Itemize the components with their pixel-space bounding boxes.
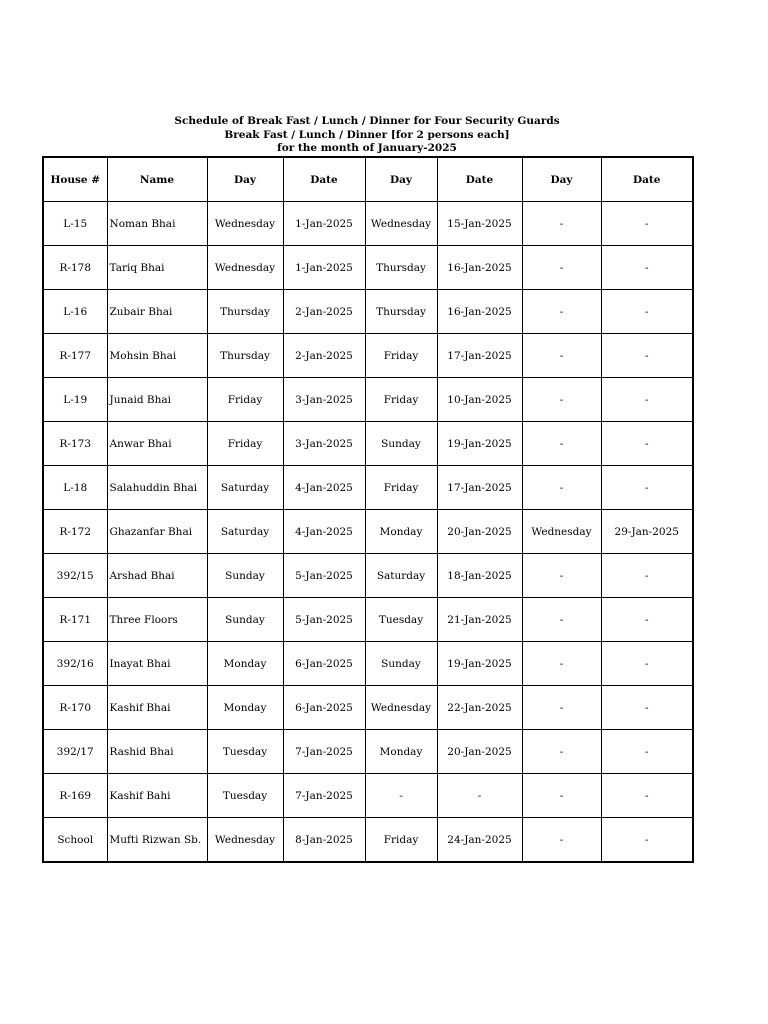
cell-date-1: 3-Jan-2025: [283, 422, 365, 466]
cell-day-1: Tuesday: [207, 730, 283, 774]
cell-day-2: Friday: [365, 818, 437, 863]
cell-date-3: -: [601, 334, 693, 378]
cell-day-2: Monday: [365, 730, 437, 774]
cell-day-3: -: [522, 686, 601, 730]
cell-day-3: -: [522, 642, 601, 686]
header-name: Name: [107, 157, 207, 202]
header-row: [43, 157, 693, 202]
table-row: [43, 554, 693, 598]
cell-day-1: Thursday: [207, 290, 283, 334]
cell-day-2: Tuesday: [365, 598, 437, 642]
table-row: [43, 422, 693, 466]
cell-date-2: 15-Jan-2025: [437, 202, 522, 246]
cell-date-2: 24-Jan-2025: [437, 818, 522, 863]
cell-name: Noman Bhai: [107, 202, 207, 246]
cell-name: Arshad Bhai: [107, 554, 207, 598]
cell-day-3: -: [522, 378, 601, 422]
cell-date-1: 7-Jan-2025: [283, 730, 365, 774]
cell-date-3: -: [601, 642, 693, 686]
cell-date-2: 18-Jan-2025: [437, 554, 522, 598]
cell-date-2: 17-Jan-2025: [437, 466, 522, 510]
cell-day-2: Friday: [365, 466, 437, 510]
document-title-block: [42, 115, 692, 156]
cell-house: R-177: [43, 334, 107, 378]
table-row: [43, 642, 693, 686]
cell-house: R-169: [43, 774, 107, 818]
cell-name: Rashid Bhai: [107, 730, 207, 774]
cell-day-1: Sunday: [207, 598, 283, 642]
cell-day-1: Monday: [207, 686, 283, 730]
table-row: [43, 334, 693, 378]
cell-house: L-18: [43, 466, 107, 510]
header-house: House #: [43, 157, 107, 202]
table-row: [43, 378, 693, 422]
cell-date-3: -: [601, 598, 693, 642]
cell-day-1: Friday: [207, 422, 283, 466]
cell-name: Mufti Rizwan Sb.: [107, 818, 207, 863]
cell-house: L-19: [43, 378, 107, 422]
cell-date-3: -: [601, 202, 693, 246]
cell-day-1: Sunday: [207, 554, 283, 598]
cell-date-1: 5-Jan-2025: [283, 554, 365, 598]
cell-day-2: Saturday: [365, 554, 437, 598]
cell-date-1: 7-Jan-2025: [283, 774, 365, 818]
cell-date-2: 16-Jan-2025: [437, 290, 522, 334]
cell-date-1: 1-Jan-2025: [283, 246, 365, 290]
cell-date-2: 10-Jan-2025: [437, 378, 522, 422]
table-row: [43, 290, 693, 334]
cell-day-3: -: [522, 290, 601, 334]
cell-date-1: 2-Jan-2025: [283, 290, 365, 334]
cell-day-2: Friday: [365, 334, 437, 378]
table-row: [43, 818, 693, 863]
cell-day-3: -: [522, 730, 601, 774]
cell-day-3: -: [522, 334, 601, 378]
cell-name: Mohsin Bhai: [107, 334, 207, 378]
cell-day-1: Wednesday: [207, 202, 283, 246]
cell-date-1: 4-Jan-2025: [283, 466, 365, 510]
cell-date-2: 22-Jan-2025: [437, 686, 522, 730]
cell-day-1: Saturday: [207, 466, 283, 510]
cell-date-1: 1-Jan-2025: [283, 202, 365, 246]
header-day-2: Day: [365, 157, 437, 202]
cell-name: Junaid Bhai: [107, 378, 207, 422]
cell-day-2: Sunday: [365, 642, 437, 686]
header-day-3: Day: [522, 157, 601, 202]
cell-date-3: -: [601, 466, 693, 510]
cell-day-2: Wednesday: [365, 202, 437, 246]
cell-day-1: Friday: [207, 378, 283, 422]
cell-day-2: Monday: [365, 510, 437, 554]
cell-house: R-173: [43, 422, 107, 466]
cell-house: R-178: [43, 246, 107, 290]
cell-date-3: -: [601, 730, 693, 774]
cell-day-1: Wednesday: [207, 818, 283, 863]
document-subtitle: Break Fast / Lunch / Dinner [for 2 persons each]: [224, 128, 510, 141]
cell-day-3: -: [522, 554, 601, 598]
cell-day-1: Saturday: [207, 510, 283, 554]
cell-date-3: -: [601, 774, 693, 818]
cell-day-2: Friday: [365, 378, 437, 422]
cell-name: Inayat Bhai: [107, 642, 207, 686]
cell-date-1: 5-Jan-2025: [283, 598, 365, 642]
cell-name: Anwar Bhai: [107, 422, 207, 466]
cell-day-3: -: [522, 598, 601, 642]
cell-date-3: -: [601, 378, 693, 422]
cell-date-2: 20-Jan-2025: [437, 510, 522, 554]
cell-date-1: 3-Jan-2025: [283, 378, 365, 422]
cell-date-2: 17-Jan-2025: [437, 334, 522, 378]
table-row: [43, 598, 693, 642]
cell-date-2: 21-Jan-2025: [437, 598, 522, 642]
cell-name: Tariq Bhai: [107, 246, 207, 290]
cell-date-3: -: [601, 686, 693, 730]
cell-name: Zubair Bhai: [107, 290, 207, 334]
cell-day-2: Sunday: [365, 422, 437, 466]
cell-day-2: Wednesday: [365, 686, 437, 730]
document-title: Schedule of Break Fast / Lunch / Dinner for Four Security Guards: [174, 115, 560, 127]
cell-name: Kashif Bahi: [107, 774, 207, 818]
cell-house: L-16: [43, 290, 107, 334]
document-period: for the month of January-2025: [277, 142, 457, 154]
cell-day-3: -: [522, 818, 601, 863]
cell-house: 392/15: [43, 554, 107, 598]
table-row: [43, 510, 693, 554]
cell-date-1: 8-Jan-2025: [283, 818, 365, 863]
schedule-table: [42, 156, 694, 863]
cell-house: R-172: [43, 510, 107, 554]
cell-day-3: -: [522, 246, 601, 290]
cell-day-1: Monday: [207, 642, 283, 686]
cell-date-3: -: [601, 246, 693, 290]
cell-day-2: Thursday: [365, 290, 437, 334]
cell-day-2: Thursday: [365, 246, 437, 290]
cell-day-3: -: [522, 202, 601, 246]
cell-date-1: 6-Jan-2025: [283, 686, 365, 730]
table-row: [43, 686, 693, 730]
table-row: [43, 202, 693, 246]
cell-day-3: -: [522, 466, 601, 510]
cell-date-2: 19-Jan-2025: [437, 422, 522, 466]
schedule-body: [43, 202, 693, 863]
cell-date-3: -: [601, 422, 693, 466]
cell-date-3: -: [601, 290, 693, 334]
cell-day-3: -: [522, 422, 601, 466]
cell-date-2: 19-Jan-2025: [437, 642, 522, 686]
cell-house: R-171: [43, 598, 107, 642]
cell-name: Ghazanfar Bhai: [107, 510, 207, 554]
table-row: [43, 246, 693, 290]
header-date-3: Date: [601, 157, 693, 202]
table-row: [43, 774, 693, 818]
cell-date-2: -: [437, 774, 522, 818]
cell-name: Three Floors: [107, 598, 207, 642]
cell-house: L-15: [43, 202, 107, 246]
header-day-1: Day: [207, 157, 283, 202]
header-date-2: Date: [437, 157, 522, 202]
cell-date-2: 16-Jan-2025: [437, 246, 522, 290]
cell-date-1: 6-Jan-2025: [283, 642, 365, 686]
cell-day-1: Wednesday: [207, 246, 283, 290]
cell-day-1: Tuesday: [207, 774, 283, 818]
cell-day-2: -: [365, 774, 437, 818]
cell-day-3: -: [522, 774, 601, 818]
cell-name: Salahuddin Bhai: [107, 466, 207, 510]
cell-day-1: Thursday: [207, 334, 283, 378]
cell-day-3: Wednesday: [522, 510, 601, 554]
cell-date-2: 20-Jan-2025: [437, 730, 522, 774]
table-row: [43, 730, 693, 774]
cell-date-1: 4-Jan-2025: [283, 510, 365, 554]
cell-date-3: 29-Jan-2025: [601, 510, 693, 554]
table-row: [43, 466, 693, 510]
cell-house: School: [43, 818, 107, 863]
cell-house: 392/16: [43, 642, 107, 686]
cell-date-3: -: [601, 554, 693, 598]
cell-house: R-170: [43, 686, 107, 730]
cell-date-1: 2-Jan-2025: [283, 334, 365, 378]
cell-date-3: -: [601, 818, 693, 863]
header-date-1: Date: [283, 157, 365, 202]
cell-house: 392/17: [43, 730, 107, 774]
cell-name: Kashif Bhai: [107, 686, 207, 730]
